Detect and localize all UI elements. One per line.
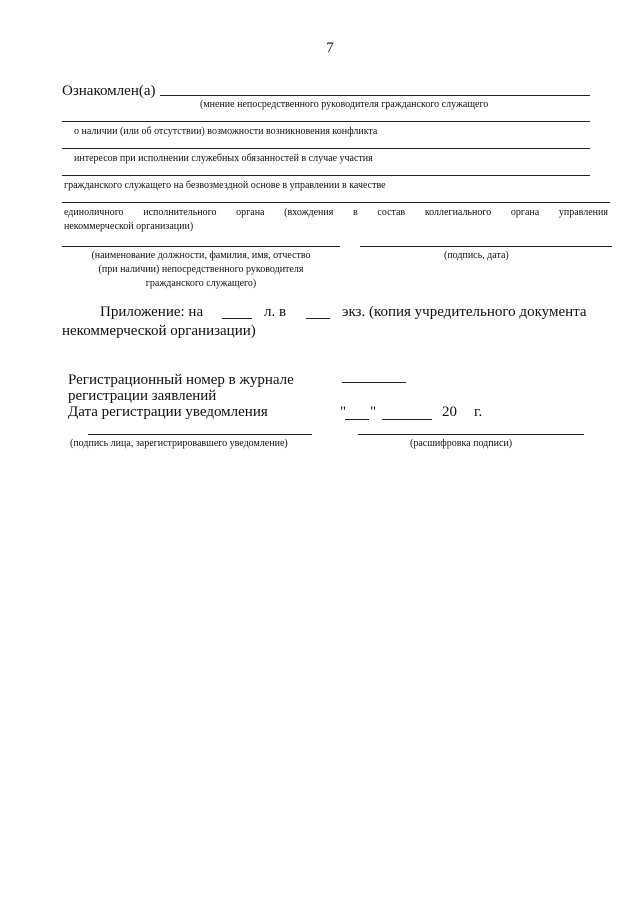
acquainted-opinion-line[interactable] <box>160 95 590 96</box>
registrar-decoding-line[interactable] <box>358 434 584 435</box>
opinion-text-5: некоммерческой организации) <box>64 221 194 232</box>
registrar-signature-line[interactable] <box>88 434 312 435</box>
reg-year-prefix: 20 <box>442 404 457 420</box>
attachment-copies-field[interactable] <box>306 318 330 319</box>
opinion-line-4[interactable] <box>62 202 610 203</box>
manager-caption-2: (при наличии) непосредственного руководителя <box>98 264 304 275</box>
opinion-line-1[interactable] <box>62 121 590 122</box>
opinion-line-3[interactable] <box>62 175 590 176</box>
attachment-sheets-field[interactable] <box>222 318 252 319</box>
reg-day-field[interactable] <box>345 419 369 420</box>
attachment-copies-label: экз. (копия учредительного документа <box>342 304 587 320</box>
reg-number-label-2: регистрации заявлений <box>68 388 217 404</box>
manager-name-line[interactable] <box>62 246 340 247</box>
manager-signature-line[interactable] <box>360 246 612 247</box>
manager-caption-3: гражданского служащего) <box>145 278 257 289</box>
reg-year-suffix: г. <box>474 404 483 420</box>
acquainted-caption: (мнение непосредственного руководителя гражданского служащего <box>200 99 489 110</box>
signature-date-caption: (подпись, дата) <box>444 250 509 261</box>
acquainted-label: Ознакомлен(а) <box>62 83 156 99</box>
reg-number-label-1: Регистрационный номер в журнале <box>68 372 294 388</box>
reg-date-quote-open: " <box>340 404 347 420</box>
reg-date-label: Дата регистрации уведомления <box>68 404 268 420</box>
reg-month-field[interactable] <box>382 419 432 420</box>
attachment-line2: некоммерческой организации) <box>62 323 256 339</box>
reg-date-quote-close: " <box>370 404 377 420</box>
opinion-text-4: единоличного исполнительного органа (вхождения в состав коллегиального органа управления <box>64 207 608 218</box>
manager-caption-1: (наименование должности, фамилия, имя, отчество <box>91 250 311 261</box>
page-number: 7 <box>326 40 334 56</box>
opinion-line-2[interactable] <box>62 148 590 149</box>
opinion-text-1: о наличии (или об отсутствии) возможности возникновения конфликта <box>74 126 378 137</box>
registrar-decoding-caption: (расшифровка подписи) <box>410 438 513 449</box>
reg-number-field[interactable] <box>342 382 406 383</box>
attachment-label: Приложение: на <box>100 304 204 320</box>
opinion-text-2: интересов при исполнении служебных обязанностей в случае участия <box>74 153 373 164</box>
registrar-signature-caption: (подпись лица, зарегистрировавшего уведомление) <box>70 438 288 449</box>
opinion-text-3: гражданского служащего на безвозмездной основе в управлении в качестве <box>64 180 386 191</box>
attachment-sheets-label: л. в <box>264 304 287 320</box>
